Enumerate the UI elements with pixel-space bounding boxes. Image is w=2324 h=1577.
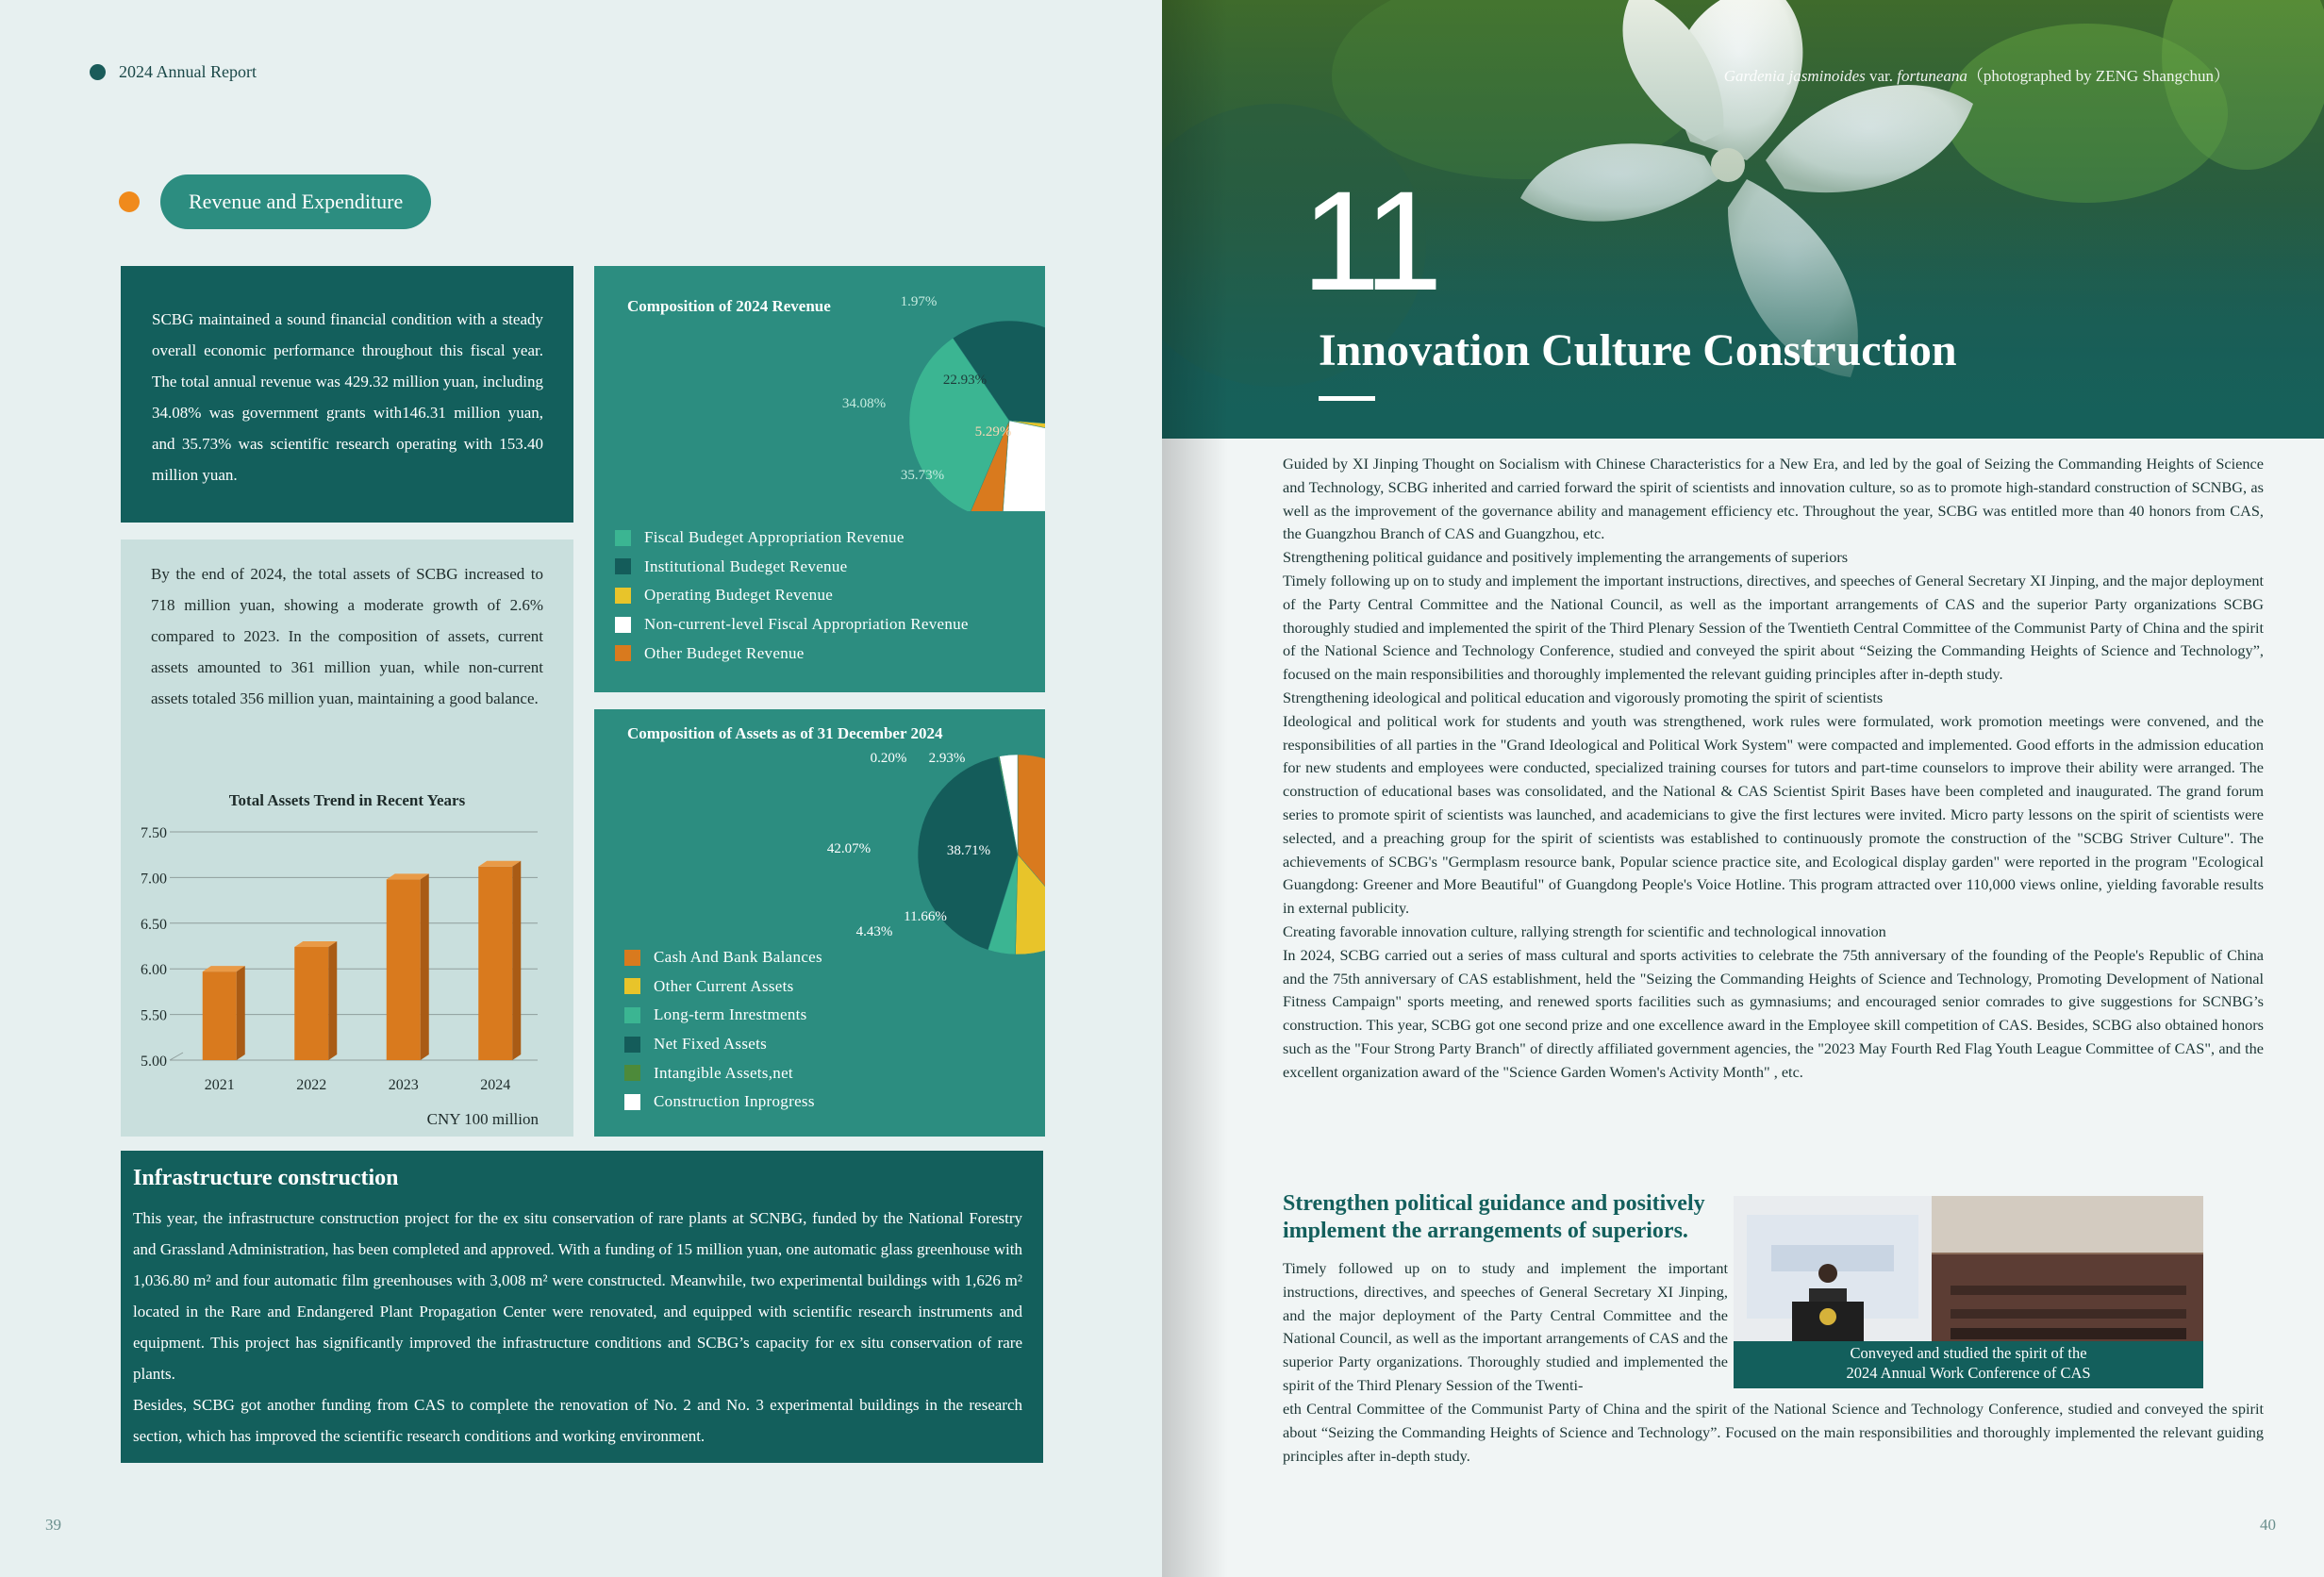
photo-caption [1734, 1343, 2203, 1383]
legend-swatch [624, 950, 640, 966]
bar-chart-title: Total Assets Trend in Recent Years [228, 791, 466, 809]
pie-label-0: 38.71% [946, 843, 991, 858]
legend-label: Cash And Bank Balances [654, 948, 822, 967]
bar-chart-x-tick: 2024 [480, 1077, 511, 1093]
legend-item [624, 1058, 822, 1087]
bar-side-2022 [328, 941, 337, 1060]
bar-2023 [387, 879, 421, 1060]
pie-label-4: 0.20% [870, 751, 907, 766]
photo-credit-var: var. [1865, 67, 1898, 85]
sub-text-continued: eth Central Committee of the Communist Party of China and the spirit of the National Science and Technology Conference, studied and conveyed the spirit about “Seizing the Commanding Heights of Science and Technology”. Focused on the main responsibilities and thoroughly implemented the relevant guiding principles after in-depth study. [1283, 1400, 2264, 1465]
legend-swatch [624, 1065, 640, 1081]
revenue-intro-text: SCBG maintained a sound financial condition with a steady overall economic performance throughout this fiscal year. The total annual revenue was 429.32 million yuan, including 34.08% was government grants with146.31 million yuan, and 35.73% was scientific research operating with 153.40 million yuan. [152, 310, 543, 484]
body-paragraph-3: Ideological and political work for students and youth was strengthened, work rules were formulated, work promotion meetings were convened, and the responsibilities of all parties in the "Grand Ideological and Political Work System" were compacted and implemented. Good efforts in the admission education for new students and employees were conducted, specialized training courses for tutors and part-time counselors to improve their ability were arranged. The construction of educational bases was consolidated, and the National & CAS Scientist Spirit Bases have been completed and inaugurated. The grand forum series to promote spirit of scientists was launched, and academicians to give the first lectures were invited. Micro party lessons on the spirit of scientists were selected, and a preaching group for the spirit of scientists was established to continuously promote the construction of the "SCBG Striver Culture". The achievements of SCBG's "Germplasm resource bank, Popular science practice site, and Ecological display garden" were reported in the program "Ecological Guangdong: Greener and More Beautiful" of Guangdong People's Voice Hotline. This program attracted over 110,000 views online, yielding favorable results in external publicity. [1283, 711, 2264, 918]
body-paragraph-1: Guided by XI Jinping Thought on Socialism with Chinese Characteristics for a New Era, and led by the goal of Seizing the Commanding Heights of Science and Technology, SCBG inherited and carried forward the spirit of scientists and innovation culture, so as to promote high-standard construction of SCNBG, as well as the improvement of the governance ability and management efficiency etc. Throughout the year, SCBG was entitled more than 40 honors from CAS, the Guangzhou Branch of CAS and Guangzhou, etc. [1283, 455, 2264, 543]
legend-item [615, 639, 969, 668]
legend-swatch [615, 588, 631, 604]
conference-photo [1734, 1196, 2203, 1341]
legend-item [615, 610, 969, 639]
legend-item [615, 523, 969, 553]
hero-image [1162, 0, 2324, 439]
assets-legend [624, 943, 822, 1117]
chapter-title: Innovation Culture Construction [1319, 325, 1957, 375]
infrastructure-paragraph-2: Besides, SCBG got another funding from CAS to complete the renovation of No. 2 and No. 3 experimental buildings in the research section, which has improved the scientific research conditions and working environment. [133, 1396, 1022, 1445]
bar-chart-x-tick: 2022 [296, 1077, 327, 1093]
legend-label: Non-current-level Fiscal Appropriation Revenue [644, 615, 969, 634]
body-subhead-3: Creating favorable innovation culture, rallying strength for scientific and technological innovation [1283, 921, 1886, 940]
revenue-pie-chart [594, 266, 1045, 511]
assets-chart-title: Composition of Assets as of 31 December 2024 [627, 724, 943, 742]
bar-2022 [294, 947, 328, 1060]
pie-label-4: 5.29% [974, 424, 1012, 440]
legend-swatch [615, 617, 631, 633]
section-heading-row [119, 174, 431, 229]
legend-item [624, 972, 822, 1002]
legend-item [624, 943, 822, 972]
bar-chart-y-tick: 6.50 [141, 916, 167, 933]
pie-label-3: 42.07% [826, 841, 872, 856]
legend-label: Institutional Budeget Revenue [644, 556, 848, 575]
body-paragraph-2: Timely following up on to study and implement the important instructions, directives, and speeches of General Secretary XI Jinping, and the major deployment of the Party Central Committee and the National Council, as well as the important arrangements of CAS and the superior Party organizations SCBG thoroughly studied and implemented the spirit of the Third Plenary Session of the Twentieth Central Committee of the Communist Party of China and the spirit of the National Science and Technology Conference, studied and conveyed the spirit about “Seizing the Commanding Heights of Science and Technology”, focused on the main responsibilities and thoroughly implemented the relevant guiding principles after in-depth study. [1283, 571, 2264, 684]
infrastructure-paragraph-1: This year, the infrastructure construction project for the ex situ conservation of rare plants at SCNBG, funded by the National Forestry and Grassland Administration, has been completed and approved. With a funding of 15 million yuan, one automatic glass greenhouse with 1,036.80 m² and four automatic film greenhouses with 3,008 m² were constructed. Meanwhile, two experimental buildings with 1,626 m² located in the Rare and Endangered Plant Propagation Center were renovated, and equipped with scientific research instruments and equipment. This project has significantly improved the infrastructure conditions and SCBG’s capacity for ex situ conservation of rare plants. [133, 1209, 1022, 1383]
legend-label: Other Budeget Revenue [644, 643, 805, 662]
legend-label: Net Fixed Assets [654, 1035, 768, 1054]
bar-chart-floor [170, 1053, 183, 1060]
header-dot [90, 64, 106, 80]
bar-chart-y-tick: 5.00 [141, 1054, 167, 1070]
legend-label: Fiscal Budeget Appropriation Revenue [644, 528, 905, 547]
legend-item [615, 581, 969, 610]
bar-2024 [478, 867, 512, 1060]
section-pill-revenue: Revenue and Expenditure [160, 174, 431, 229]
legend-label: Intangible Assets,net [654, 1063, 793, 1082]
infrastructure-title: Infrastructure construction [133, 1166, 399, 1190]
body-subhead-2: Strengthening ideological and political education and vigorously promoting the spirit of scientists [1283, 688, 1884, 706]
pie-label-2: 4.43% [855, 924, 893, 939]
legend-item [624, 1087, 822, 1117]
bar-chart-y-tick: 7.00 [141, 871, 167, 888]
body-subhead-1: Strengthening political guidance and positively implementing the arrangements of superiors [1283, 548, 1849, 567]
right-page [1162, 0, 2324, 1577]
bar-side-2021 [237, 966, 245, 1060]
bar-side-2023 [421, 873, 429, 1060]
bar-chart-x-tick: 2021 [204, 1077, 235, 1093]
sub-heading: Strengthen political guidance and positively implement the arrangements of superiors. [1283, 1191, 1705, 1243]
legend-item [624, 1030, 822, 1059]
bar-chart-y-tick: 6.00 [141, 962, 167, 979]
bar-chart-y-tick: 7.50 [141, 825, 167, 841]
assets-box [121, 540, 573, 1137]
legend-swatch [615, 530, 631, 546]
legend-swatch [624, 1094, 640, 1110]
revenue-intro-box [121, 266, 573, 523]
pie-label-1: 11.66% [904, 909, 947, 924]
photo-credit-variety: fortuneana [1897, 67, 1967, 85]
legend-label: Operating Budeget Revenue [644, 586, 834, 605]
report-title: 2024 Annual Report [119, 62, 257, 81]
chapter-body [1283, 453, 2264, 1085]
bar-chart-unit: CNY 100 million [426, 1110, 539, 1128]
bar-chart-y-tick: 5.50 [141, 1007, 167, 1024]
infrastructure-box [121, 1151, 1043, 1463]
infrastructure-body [133, 1203, 1022, 1452]
legend-swatch [615, 645, 631, 661]
photo-credit-by: （photographed by ZENG Shangchun） [1967, 67, 2230, 85]
page-gutter-shadow [1162, 0, 1228, 1577]
bar-side-2024 [512, 861, 521, 1060]
total-assets-bar-chart [121, 756, 573, 1153]
legend-label: Construction Inprogress [654, 1092, 815, 1111]
legend-item [624, 1001, 822, 1030]
pie-label-3: 22.93% [942, 373, 988, 388]
revenue-chart-title: Composition of 2024 Revenue [627, 297, 831, 315]
body-paragraph-4: In 2024, SCBG carried out a series of mass cultural and sports activities to celebrate the 75th anniversary of the founding of the People's Republic of China and the 75th anniversary of CAS establishment, held the "Seizing the Commanding Heights of Science and Technology, Promoting Development of National Fitness Campaign" sports meeting, and renewed sports facilities such as gymnasiums; and encouraged senior comrades to give suggestions for SCNBG’s construction. This year, SCBG got one second prize and one excellence award in the Employee skill competition of CAS. Besides, SCBG also obtained honors such as the "Four Strong Party Branch" of directly affiliated government agencies, the "2023 May Fourth Red Flag Youth League Committee of CAS", and the excellent organization award of the "Science Garden Women's Activity Month" , etc. [1283, 945, 2264, 1081]
revenue-composition-box [594, 266, 1045, 692]
pie-label-0: 34.08% [841, 396, 887, 411]
photo-credit-species: Gardenia jasminoides [1723, 67, 1866, 85]
page-number-left: 39 [45, 1516, 61, 1534]
legend-item [615, 553, 969, 582]
bar-2021 [203, 971, 237, 1060]
legend-swatch [624, 1007, 640, 1023]
pie-label-5: 2.93% [928, 751, 966, 766]
conference-photo-box [1734, 1196, 2203, 1388]
revenue-legend [615, 523, 969, 668]
legend-swatch [615, 558, 631, 574]
sub-text: Timely followed up on to study and implement the important instructions, directives, and speeches of General Secretary XI Jinping, and the major deployment of the Party Central Committee and the National Council, as well as the important arrangements of CAS and the superior Party organizations. Thoroughly studied and implemented the spirit of the Third Plenary Session of the Twenti- [1283, 1259, 1728, 1394]
photo-credit [1724, 62, 2230, 86]
legend-swatch [624, 1037, 640, 1053]
assets-composition-box [594, 709, 1045, 1137]
chapter-title-underline [1319, 396, 1375, 401]
assets-intro-text: By the end of 2024, the total assets of SCBG increased to 718 million yuan, showing a moderate growth of 2.6% compared to 2023. In the composition of assets, current assets amounted to 361 million yuan, while non-current assets totaled 356 million yuan, maintaining a good balance. [151, 565, 543, 707]
photo-caption-line-2: 2024 Annual Work Conference of CAS [1846, 1364, 2091, 1382]
conference-hall-image [1734, 1196, 2203, 1341]
photo-caption-line-1: Conveyed and studied the spirit of the [1850, 1344, 2087, 1362]
pie-label-2: 1.97% [900, 294, 938, 309]
legend-label: Long-term Inrestments [654, 1005, 807, 1024]
section-dot [119, 191, 140, 212]
bar-chart-x-tick: 2023 [388, 1077, 419, 1093]
chapter-number: 11 [1302, 161, 1437, 320]
report-header [90, 62, 257, 82]
legend-swatch [624, 978, 640, 994]
page-number-right: 40 [2260, 1516, 2276, 1534]
legend-label: Other Current Assets [654, 976, 794, 995]
pie-label-1: 35.73% [900, 468, 945, 483]
